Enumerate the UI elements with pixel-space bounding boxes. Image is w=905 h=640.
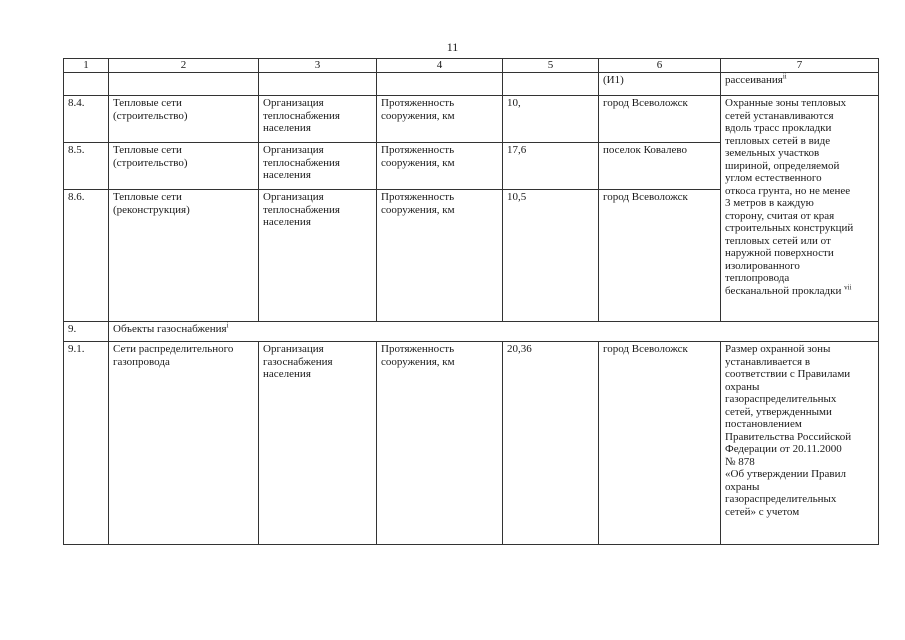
object-name: Тепловые сети (строительство)	[109, 143, 259, 190]
object-name: Тепловые сети (строительство)	[109, 96, 259, 143]
organization: Организация газоснабжения населения	[259, 342, 377, 545]
section-number: 9.	[64, 322, 109, 342]
row-number: 8.4.	[64, 96, 109, 143]
organization: Организация теплоснабжения населения	[259, 190, 377, 322]
table-row	[64, 342, 879, 545]
organization: Организация теплоснабжения населения	[259, 143, 377, 190]
footnote-mark: vii	[844, 282, 852, 291]
continuation-location: (И1)	[599, 73, 721, 96]
zones-table	[63, 58, 879, 545]
section-title: Объекты газоснабжения	[113, 323, 227, 335]
heat-zone-text: Охранные зоны тепловых сетей устанавливаются вдоль трасс прокладки тепловых сетей в виде земельных участков шириной, определяемой углом естественного откоса грунта, но не менее 3 метров в каждую сторону, считая от края строительных конструкций тепловых сетей или от наружной поверхности изолированного теплопровода бесканальной прокладки	[725, 97, 854, 297]
header-cell-5: 5	[503, 59, 599, 73]
page-number: 11	[446, 40, 459, 54]
continuation-row	[64, 73, 879, 96]
row-number: 8.6.	[64, 190, 109, 322]
row-number: 9.1.	[64, 342, 109, 545]
row-number: 8.5.	[64, 143, 109, 190]
header-cell-6: 6	[599, 59, 721, 73]
value: 10,5	[503, 190, 599, 322]
heat-zone-description	[721, 96, 879, 322]
parameter: Протяженность сооружения, км	[377, 342, 503, 545]
parameter: Протяженность сооружения, км	[377, 143, 503, 190]
footnote-mark: i	[226, 321, 229, 330]
continuation-zone	[721, 73, 879, 96]
footnote-mark: ii	[782, 72, 787, 81]
parameter: Протяженность сооружения, км	[377, 190, 503, 322]
section-row	[64, 322, 879, 342]
value: 10,	[503, 96, 599, 143]
parameter: Протяженность сооружения, км	[377, 96, 503, 143]
header-cell-7: 7	[721, 59, 879, 73]
header-cell-3: 3	[259, 59, 377, 73]
section-title-cell	[109, 322, 879, 342]
object-name: Тепловые сети (реконструкция)	[109, 190, 259, 322]
organization: Организация теплоснабжения населения	[259, 96, 377, 143]
location: город Всеволожск	[599, 342, 721, 545]
header-cell-1: 1	[64, 59, 109, 73]
continuation-zone-text: рассеивания	[725, 74, 783, 86]
header-cell-2: 2	[109, 59, 259, 73]
object-name: Сети распределительного газопровода	[109, 342, 259, 545]
location: поселок Ковалево	[599, 143, 721, 190]
location: город Всеволожск	[599, 96, 721, 143]
location: город Всеволожск	[599, 190, 721, 322]
gas-zone-description: Размер охранной зоны устанавливается в соответствии с Правилами охраны газораспределительных сетей, утвержденными постановлением Правительства Российской Федерации от 20.11.2000 № 878 «Об утверждении Правил охраны газораспределительных сетей» с учетом	[721, 342, 879, 545]
value: 20,36	[503, 342, 599, 545]
value: 17,6	[503, 143, 599, 190]
table-row	[64, 96, 879, 143]
header-cell-4: 4	[377, 59, 503, 73]
header-row	[64, 59, 879, 73]
